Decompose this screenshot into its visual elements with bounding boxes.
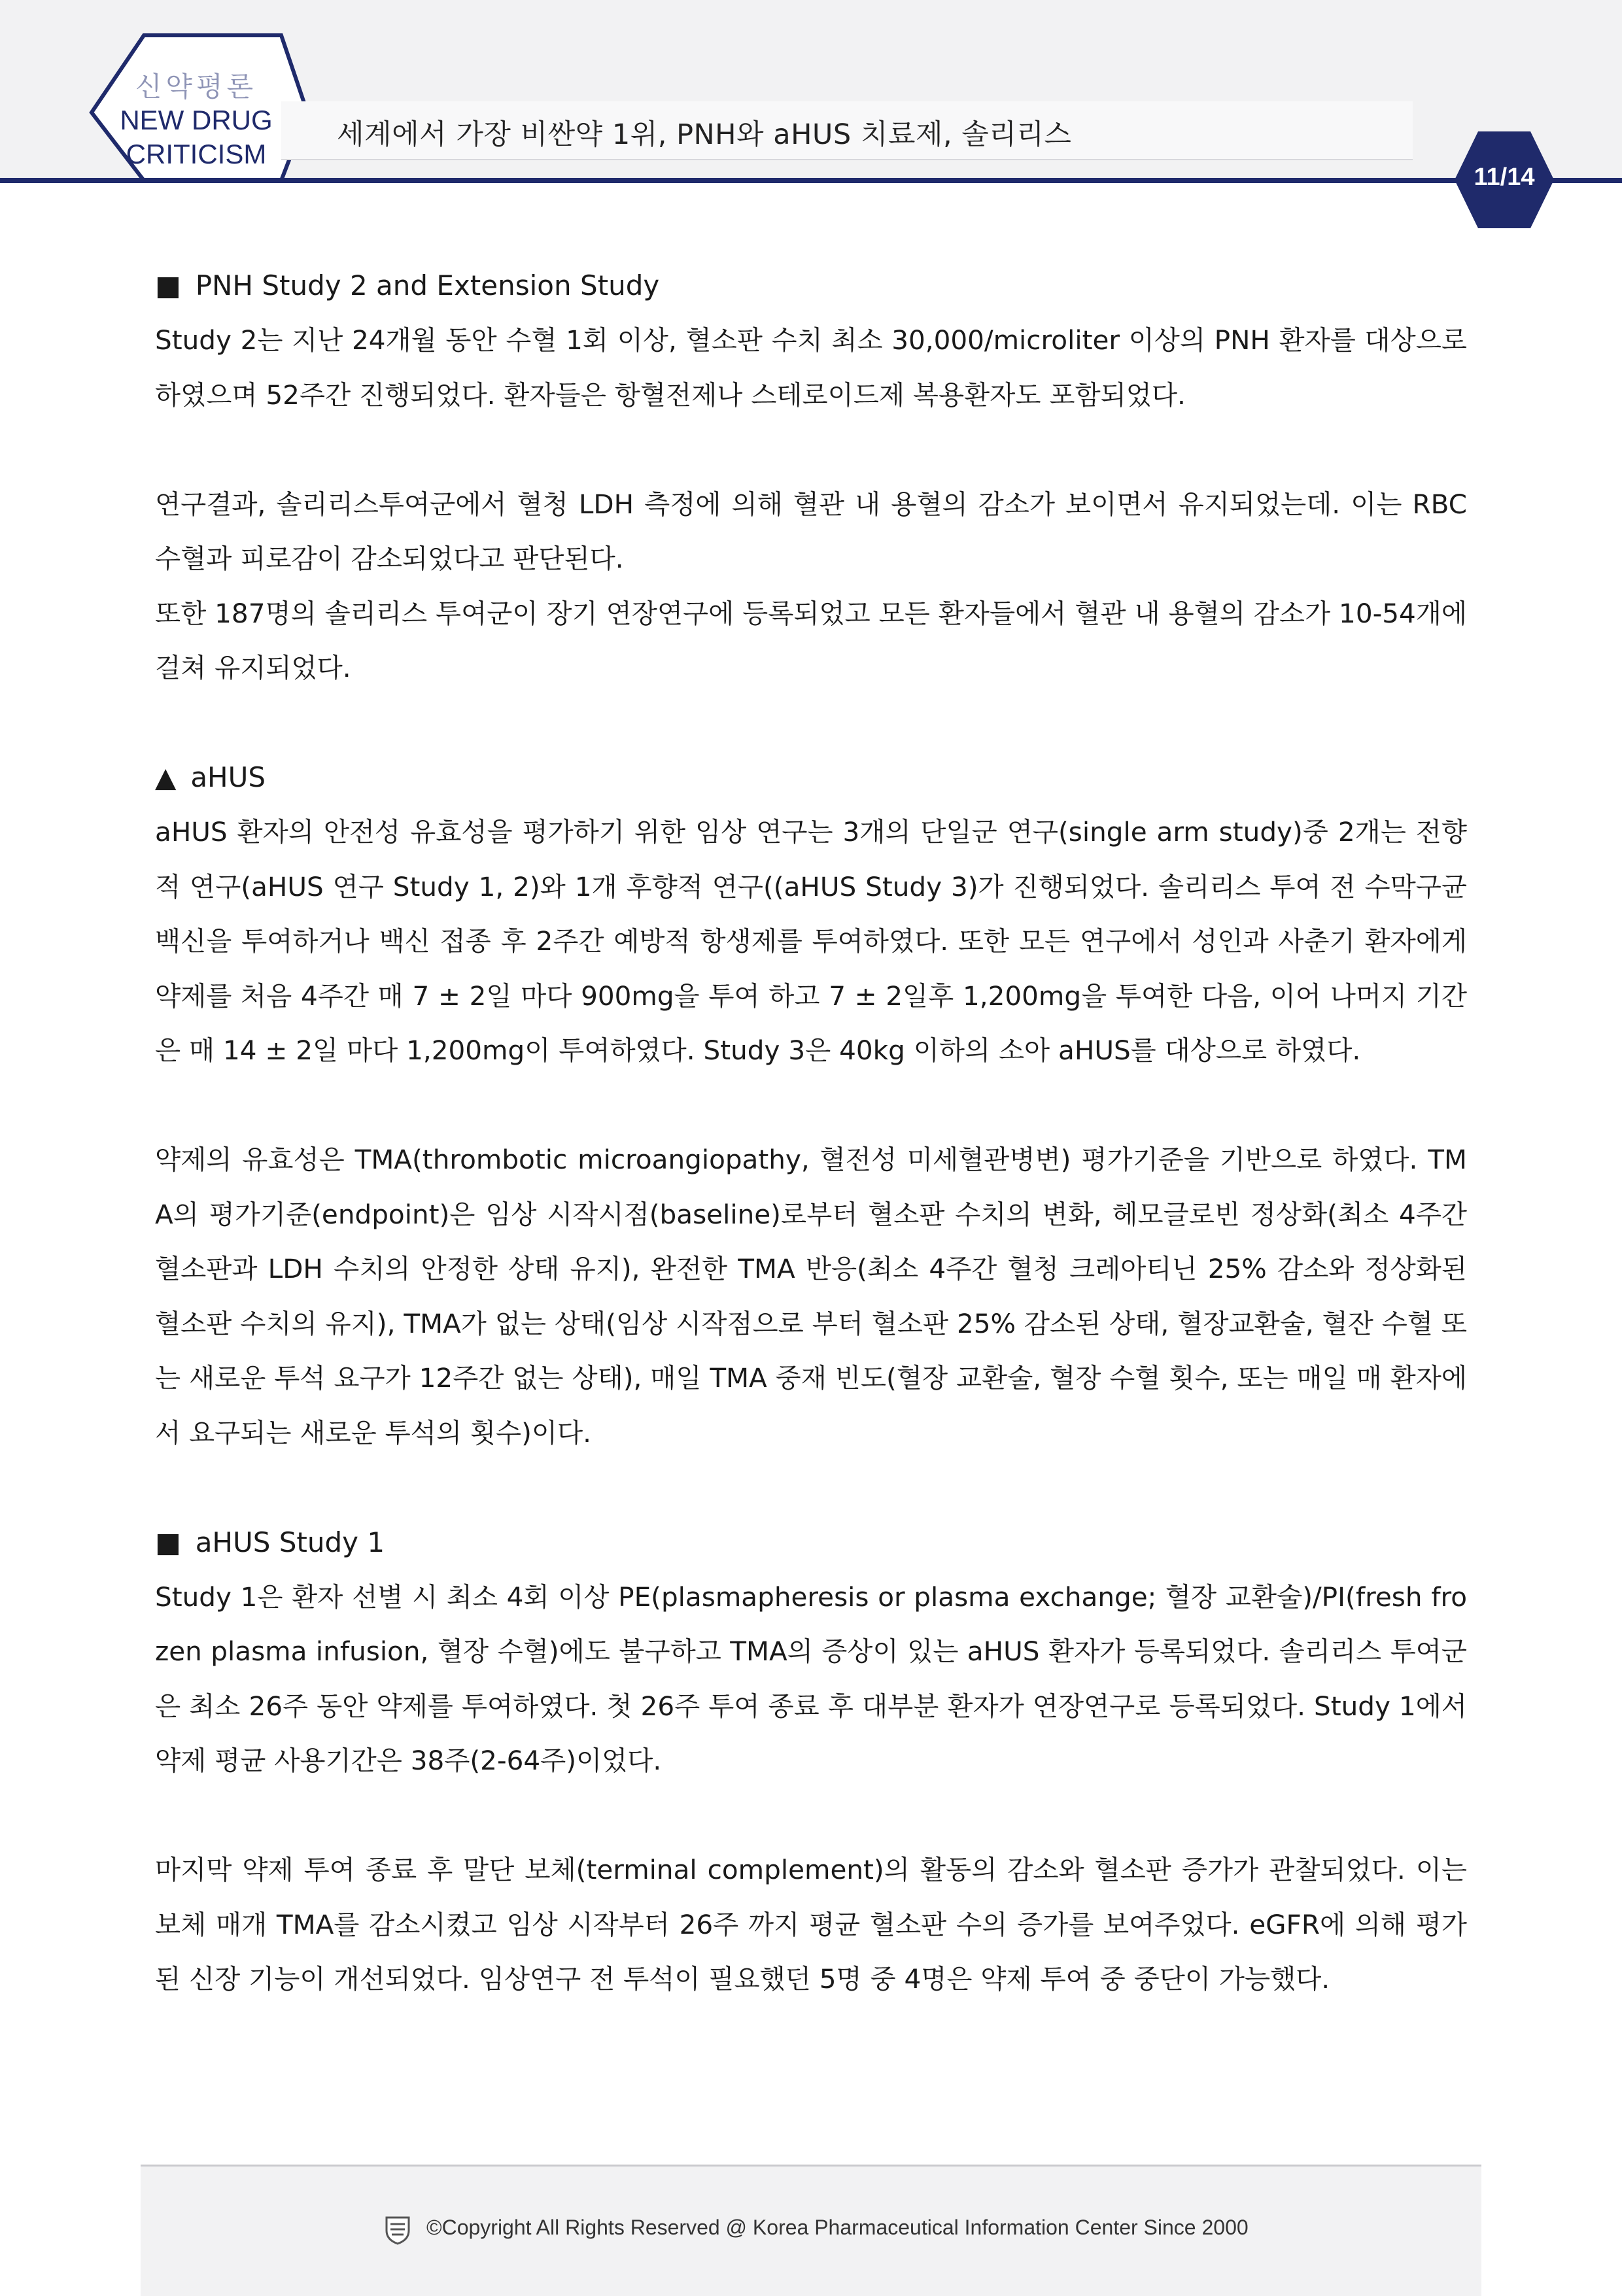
paragraph: aHUS 환자의 안전성 유효성을 평가하기 위한 임상 연구는 3개의 단일군 연구(single arm study)중 2개는 전향적 연구(aHUS 연구 Study 1, 2)와 1개 후향적 연구((aHUS Study 3)가 진행되었다. 솔리리스 투여 전 수막구균 백신을 투여하거나 백신 접종 후 2주간 예방적 항생제를 투여하였다. 또한 모든 연구에서 성인과 사춘기 환자에게 약제를 처음 4주간 매 7 ± 2일 마다 900mg을 투여 하고 7 ± 2일후 1,200mg을 투여한 다음, 이어 나머지 기간은 매 14 ± 2일 마다 1,200mg이 투여하였다. Study 3은 40kg 이하의 소아 aHUS를 대상으로 하였다.	[155, 816, 1467, 1066]
paragraph: 또한 187명의 솔리리스 투여군이 장기 연장연구에 등록되었고 모든 환자들에서 혈관 내 용혈의 감소가 10-54개에 걸쳐 유지되었다.	[155, 597, 1467, 683]
section-ahus-study1	[155, 1515, 1467, 2007]
triangle-bullet-icon: ▲	[155, 761, 177, 793]
section-heading-text: PNH Study 2 and Extension Study	[195, 269, 660, 301]
logo-english-line1: NEW DRUG	[120, 105, 273, 135]
section-heading	[155, 750, 1467, 805]
paragraph: 연구결과, 솔리리스투여군에서 혈청 LDH 측정에 의해 혈관 내 용혈의 감소가 보이면서 유지되었는데. 이는 RBC 수혈과 피로감이 감소되었다고 판단된다.	[155, 488, 1467, 574]
footer-copyright: ©Copyright All Rights Reserved @ Korea Pharmaceutical Information Center Since 2000	[426, 2216, 1249, 2239]
section-heading	[155, 1515, 1467, 1570]
logo-korean: 신약평론	[135, 71, 258, 102]
section-ahus	[155, 750, 1467, 1460]
square-bullet-icon: ■	[155, 1526, 181, 1558]
square-bullet-icon: ■	[155, 269, 181, 301]
header-divider	[0, 178, 1622, 183]
paragraph: 마지막 약제 투여 종료 후 말단 보체(terminal complement)의 활동의 감소와 혈소판 증가가 관찰되었다. 이는 보체 매개 TMA를 감소시켰고 임상 시작부터 26주 까지 평균 혈소판 수의 증가를 보여주었다. eGFR에 의해 평가된 신장 기능이 개선되었다. 임상연구 전 투석이 필요했던 5명 중 4명은 약제 투여 중 중단이 가능했다.	[155, 1854, 1467, 1995]
shield-logo-icon	[383, 2215, 413, 2245]
section-heading-text: aHUS Study 1	[195, 1526, 385, 1558]
section-heading	[155, 258, 1467, 313]
paragraph: 약제의 유효성은 TMA(thrombotic microangiopathy, 혈전성 미세혈관병변) 평가기준을 기반으로 하였다. TMA의 평가기준(endpoint)은 임상 시작시점(baseline)로부터 혈소판 수치의 변화, 헤모글로빈 정상화(최소 4주간 혈소판과 LDH 수치의 안정한 상태 유지), 완전한 TMA 반응(최소 4주간 혈청 크레아티닌 25% 감소와 정상화된 혈소판 수치의 유지), TMA가 없는 상태(임상 시작점으로 부터 혈소판 25% 감소된 상태, 혈장교환술, 혈잔 수혈 또는 새로운 투석 요구가 12주간 없는 상태), 매일 TMA 중재 빈도(혈장 교환술, 혈장 수혈 횟수, 또는 매일 매 환자에서 요구되는 새로운 투석의 횟수)이다.	[155, 1144, 1467, 1448]
logo-english-line2: CRITICISM	[126, 139, 267, 169]
section-heading-text: aHUS	[190, 761, 266, 793]
paragraph: Study 2는 지난 24개월 동안 수혈 1회 이상, 혈소판 수치 최소 30,000/microliter 이상의 PNH 환자를 대상으로 하였으며 52주간 진행되었다. 환자들은 항혈전제나 스테로이드제 복용환자도 포함되었다.	[155, 324, 1467, 411]
page-number: 11/14	[1474, 163, 1535, 191]
section-pnh-study2	[155, 258, 1467, 696]
main-content	[155, 258, 1467, 2007]
paragraph: Study 1은 환자 선별 시 최소 4회 이상 PE(plasmapheresis or plasma exchange; 혈장 교환술)/PI(fresh frozen plasma infusion, 혈장 수혈)에도 불구하고 TMA의 증상이 있는 aHUS 환자가 등록되었다. 솔리리스 투여군은 최소 26주 동안 약제를 투여하였다. 첫 26주 투여 종료 후 대부분 환자가 연장연구로 등록되었다. Study 1에서 약제 평균 사용기간은 38주(2-64주)이었다.	[155, 1581, 1467, 1776]
document-title: 세계에서 가장 비싼약 1위, PNH와 aHUS 치료제, 솔리리스	[337, 118, 1072, 151]
